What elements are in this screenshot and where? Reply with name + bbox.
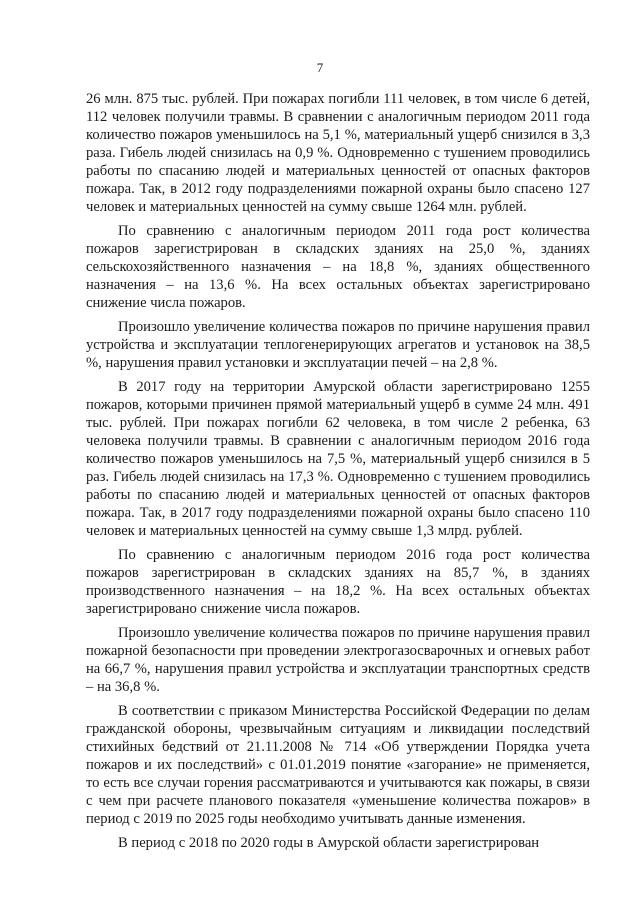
paragraph-5: По сравнению с аналогичным периодом 2016 года рост количества пожаров зарегистрирован в складских зданиях на 85,7 %, в зданиях производственного назначения – на 18,2 %. На всех остальных объектах зарегистрировано снижение числа пожаров. — [86, 547, 590, 617]
page-number: 7 — [316, 60, 324, 75]
paragraph-2: По сравнению с аналогичным периодом 2011 года рост количества пожаров зарегистрирован в складских зданиях на 25,0 %, зданиях сельскохозяйственного назначения – на 18,8 %, зданиях общественного назначения – на 13,6 %. На всех остальных объектах зарегистрировано снижение числа пожаров. — [86, 223, 590, 311]
paragraph-7: В соответствии с приказом Министерства Российской Федерации по делам гражданской обороны, чрезвычайным ситуациям и ликвидации последствий стихийных бедствий от 21.11.2008 № 714 «Об утверждении Порядка учета пожаров и их последствий» с 01.01.2019 понятие «загорание» не применяется, то есть все случаи горения рассматриваются и учитываются как пожары, в связи с чем при расчете планового показателя «уменьшение количества пожаров» в период с 2019 по 2025 годы необходимо учитывать данные изменения. — [86, 703, 590, 827]
paragraph-1: 26 млн. 875 тыс. рублей. При пожарах погибли 111 человек, в том числе 6 детей, 112 человек получили травмы. В сравнении с аналогичным периодом 2011 года количество пожаров уменьшилось на 5,1 %, материальный ущерб снизился в 3,3 раза. Гибель людей снизилась на 0,9 %. Одновременно с тушением проводились работы по спасанию людей и материальных ценностей от опасных факторов пожара. Так, в 2012 году подразделениями пожарной охраны было спасено 127 человек и материальных ценностей на сумму свыше 1264 млн. рублей. — [86, 91, 590, 215]
body-text — [86, 90, 590, 858]
paragraph-8: В период с 2018 по 2020 годы в Амурской области зарегистрирован — [118, 835, 540, 851]
paragraph-4: В 2017 году на территории Амурской области зарегистрировано 1255 пожаров, которыми причинен прямой материальный ущерб в сумме 24 млн. 491 тыс. рублей. При пожарах погибли 62 человека, в том числе 2 ребенка, 63 человека получили травмы. В сравнении с аналогичным периодом 2016 года количество пожаров уменьшилось на 7,5 %, материальный ущерб снизился в 5 раз. Гибель людей снизилась на 17,3 %. Одновременно с тушением проводились работы по спасанию людей и материальных ценностей от опасных факторов пожара. Так, в 2017 году подразделениями пожарной охраны было спасено 110 человек и материальных ценностей на сумму свыше 1,3 млрд. рублей. — [86, 379, 590, 539]
paragraph-6: Произошло увеличение количества пожаров по причине нарушения правил пожарной безопасности при проведении электрогазосварочных и огневых работ на 66,7 %, нарушения правил устройства и эксплуатации транспортных средств – на 36,8 %. — [86, 625, 590, 695]
paragraph-3: Произошло увеличение количества пожаров по причине нарушения правил устройства и эксплуатации теплогенерирующих агрегатов и установок на 38,5 %, нарушения правил установки и эксплуатации печей – на 2,8 %. — [86, 319, 590, 371]
